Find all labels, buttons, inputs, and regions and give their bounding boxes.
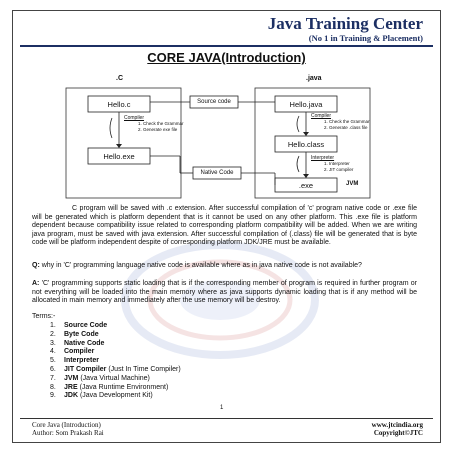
- answer-paragraph: [32, 280, 417, 306]
- terms-heading: Terms:-: [32, 313, 56, 320]
- c-label: .C: [116, 75, 123, 82]
- compiler-left-step-1: 1. Check the Grammar: [138, 121, 184, 126]
- list-item: 7. JVM (Java Virtual Machine): [50, 374, 150, 382]
- footer-rule: [20, 418, 433, 419]
- terms-list: [50, 322, 181, 401]
- footer-copyright: Copyright©JTC: [373, 429, 423, 437]
- page-number: 1: [220, 405, 224, 411]
- list-item: 5. Interpreter: [50, 357, 100, 365]
- intro-paragraph: C program will be saved with .c extension. After successful compilation of 'c' program native code or .exe file will be generated which is platform dependent that is it cannot be used on any other platform. This .exe file is platform dependent because compatibility issue related to corresponding platform compatibility will be added. When we are writing java program, must be saved with java extension. After successful compilation of (.class) file will be generated that is byte code will be platform independent despite of corresponding platform JDK/JRE must be available.: [32, 205, 417, 247]
- answer-text: 'C' programming supports static loading that is if the corresponding member of program is required in further program or not everything will be loaded into the main memory where as java supports dynamic loading that is if any method will be allocated in main memory and immediately after the use memory will be destroy.: [32, 280, 417, 305]
- footer-author: Author: Som Prakash Rai: [32, 429, 104, 437]
- list-item: 2. Byte Code: [50, 330, 99, 338]
- list-item: 4. Compiler: [50, 348, 95, 356]
- compiler-right-step-1: 1. Check the Grammar: [324, 119, 370, 124]
- answer-label: A:: [32, 280, 40, 287]
- header-title: Java Training Center: [267, 14, 423, 33]
- list-item: 9. JDK (Java Development Kit): [50, 392, 153, 400]
- list-item: 8. JRE (Java Runtime Environment): [50, 383, 169, 391]
- hello-exe-text: Hello.exe: [103, 151, 135, 161]
- native-code-text: Native Code: [200, 170, 234, 176]
- compiler-right-step-2: 2. Generate .class file: [324, 125, 368, 130]
- exe-text: .exe: [298, 180, 314, 190]
- question-label: Q:: [32, 262, 40, 269]
- list-item: 3. Native Code: [50, 339, 105, 347]
- interpreter-step-2: 2. JIT compiler: [324, 167, 354, 172]
- question-paragraph: [32, 262, 417, 271]
- interpreter-step-1: 1. Interpreter: [324, 161, 350, 166]
- footer-doc-name: Core Java (Introduction): [32, 421, 101, 429]
- list-item: 1. Source Code: [50, 322, 108, 329]
- document-title: CORE JAVA(Introduction): [147, 50, 306, 65]
- list-item: 6. JIT Compiler (Just In Time Compiler): [50, 365, 181, 373]
- compiler-left-step-2: 2. Generate exe file: [138, 127, 178, 132]
- interpreter-label: Interpreter: [311, 155, 335, 161]
- header-subtitle: (No 1 in Training & Placement): [308, 33, 423, 43]
- jvm-label: JVM: [346, 181, 359, 187]
- hello-java-text: Hello.java: [289, 99, 323, 109]
- hello-c-text: Hello.c: [107, 99, 131, 109]
- hello-class-text: Hello.class: [287, 139, 325, 149]
- question-text: why in 'C' programming language native code is available where as in java native code is not available?: [41, 262, 362, 269]
- source-code-text: Source code: [197, 99, 231, 105]
- footer-website: www.jtcindia.org: [371, 421, 423, 429]
- compiler-left-label: Compiler: [124, 115, 145, 121]
- compiler-right-label: Compiler: [311, 113, 332, 119]
- java-label: .java: [306, 75, 322, 82]
